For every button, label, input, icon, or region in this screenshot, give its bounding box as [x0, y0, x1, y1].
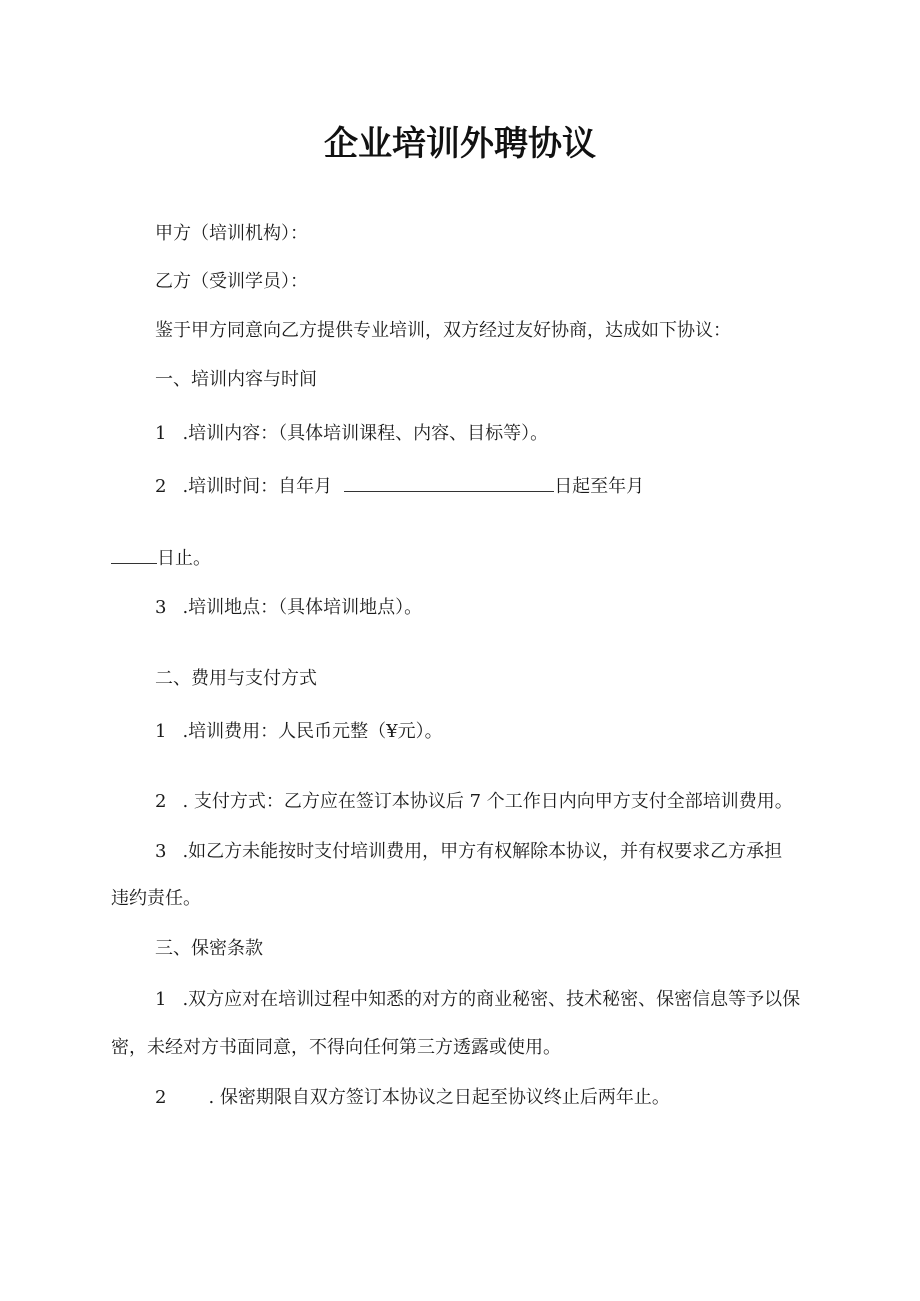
document-title: 企业培训外聘协议 — [324, 124, 596, 164]
section1-item2 — [155, 473, 644, 499]
item-number: 1 — [155, 989, 167, 1010]
section1-heading: 一、培训内容与时间 — [155, 369, 317, 390]
item-text: .培训内容：（具体培训课程、内容、目标等）。 — [182, 423, 549, 444]
section3-heading: 三、保密条款 — [155, 938, 263, 959]
preamble: 鉴于甲方同意向乙方提供专业培训，双方经过友好协商，达成如下协议： — [155, 320, 731, 341]
date-blank — [344, 473, 554, 492]
item-number: 2 — [155, 476, 167, 497]
party-a-line: 甲方（培训机构）： — [155, 223, 308, 244]
section2-item3-continuation: 违约责任。 — [111, 888, 201, 909]
item-text-before: .培训时间：自年月 — [182, 476, 333, 497]
item-number: 3 — [155, 597, 167, 618]
section1-item2-continuation — [111, 545, 211, 571]
section2-item1 — [155, 720, 443, 744]
item-number: 1 — [155, 423, 167, 444]
item-text: .如乙方未能按时支付培训费用，甲方有权解除本协议，并有权要求乙方承担 — [182, 841, 783, 862]
section2-item2 — [155, 790, 793, 814]
item-number: 3 — [155, 841, 167, 862]
item-text: . 支付方式：乙方应在签订本协议后 7 个工作日内向甲方支付全部培训费用。 — [182, 791, 793, 812]
date-blank — [111, 545, 157, 564]
section1-item1 — [155, 422, 548, 446]
section3-item1 — [155, 988, 800, 1012]
item-text: .双方应对在培训过程中知悉的对方的商业秘密、技术秘密、保密信息等予以保 — [182, 989, 801, 1010]
item-text: . 保密期限自双方签订本协议之日起至协议终止后两年止。 — [208, 1087, 670, 1108]
section1-item3 — [155, 596, 422, 620]
party-b-line: 乙方（受训学员）： — [155, 271, 308, 292]
item-text-after: 日起至年月 — [554, 476, 645, 497]
item-text: 日止。 — [157, 548, 211, 569]
item-number: 1 — [155, 721, 167, 742]
section3-item1-continuation: 密，未经对方书面同意，不得向任何第三方透露或使用。 — [111, 1037, 561, 1058]
item-text: .培训地点：（具体培训地点）。 — [182, 597, 423, 618]
section2-heading: 二、费用与支付方式 — [155, 668, 317, 689]
section2-item3 — [155, 840, 782, 864]
item-number: 2 — [155, 1087, 167, 1108]
section3-item2 — [155, 1086, 670, 1110]
item-text: .培训费用：人民币元整（¥元）。 — [182, 721, 443, 742]
item-number: 2 — [155, 791, 167, 812]
